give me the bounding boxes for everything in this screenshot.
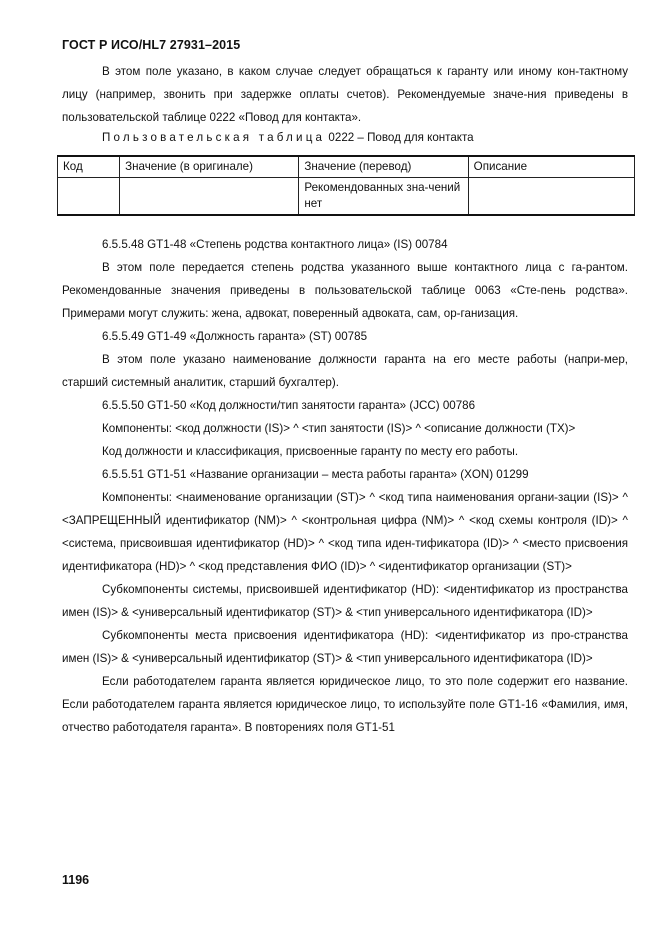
page-number: 1196 <box>62 873 90 887</box>
cell-description <box>468 178 634 216</box>
paragraph: Компоненты: <код должности (IS)> ^ <тип занятости (IS)> ^ <описание должности (TX)> <box>102 422 576 435</box>
section-heading-6-5-5-48: 6.5.5.48 GT1-48 «Степень родства контактного лица» (IS) 00784 <box>102 238 448 251</box>
paragraph: В этом поле передается степень родства указанного выше контактного лица с га-рантом. Рекомендованные значения приведены в пользовательской таблице 0063 «Сте-пень родства». Примерами могут служить: жена, адвокат, поверенный адвоката, сам, ор-ганизация. <box>62 261 628 320</box>
running-header: ГОСТ Р ИСО/HL7 27931–2015 <box>62 38 241 52</box>
paragraph: В этом поле указано наименование должности гаранта на его месте работы (напри-мер, старший системный аналитик, старший бухгалтер). <box>62 353 628 389</box>
table-caption-label: Пользовательская таблица <box>102 131 326 144</box>
table-row <box>58 178 635 216</box>
intro-block <box>62 60 628 129</box>
paragraph: Субкомпоненты системы, присвоившей идентификатор (HD): <идентификатор из пространства имен (IS)> & <универсальный идентификатор (ST)> & <тип универсального идентификатора (ID)> <box>62 583 628 619</box>
table-caption-title: 0222 – Повод для контакта <box>328 131 474 144</box>
cell-value-original <box>120 178 299 216</box>
col-header-value-translation: Значение (перевод) <box>299 156 468 178</box>
cell-code <box>58 178 120 216</box>
paragraph: Компоненты: <наименование организации (ST)> ^ <код типа наименования органи-зации (IS)> ^ <ЗАПРЕЩЕННЫЙ идентификатор (NM)> ^ <контрольная цифра (NM)> ^ <код схемы контроля (ID)> ^ <система, присвоившая идентификатор (HD)> ^ <код типа иден-тификатора (ID)> ^ <место присвоения идентификатора (HD)> ^ <код представления ФИО (ID)> ^ <идентификатор организации (ST)> <box>62 491 628 573</box>
table-caption <box>102 131 474 144</box>
cell-value-translation: Рекомендованных зна-чений нет <box>299 178 468 216</box>
table-header-row <box>58 156 635 178</box>
paragraph: Если работодателем гаранта является юридическое лицо, то это поле содержит его название. Если работодателем гаранта является юридическое лицо, то используйте поле GT1-16 «Фамилия, имя, отчество работодателя гаранта». В повторениях поля GT1-51 <box>62 675 628 734</box>
paragraph: Субкомпоненты места присвоения идентификатора (HD): <идентификатор из про-странства имен (IS)> & <универсальный идентификатор (ST)> & <тип универсального идентификатора (ID)> <box>62 629 628 665</box>
body-text <box>62 233 628 739</box>
section-heading-6-5-5-49: 6.5.5.49 GT1-49 «Должность гаранта» (ST) 00785 <box>102 330 368 343</box>
col-header-value-original: Значение (в оригинале) <box>120 156 299 178</box>
col-header-description: Описание <box>468 156 634 178</box>
user-table-0222 <box>57 155 635 216</box>
intro-paragraph: В этом поле указано, в каком случае следует обращаться к гаранту или иному кон-тактному лицу (например, звонить при задержке оплаты счетов). Рекомендуемые значе-ния приведены в пользовательской таблице 0222 «Повод для контакта». <box>62 65 628 124</box>
section-heading-6-5-5-51: 6.5.5.51 GT1-51 «Название организации – места работы гаранта» (XON) 01299 <box>102 468 529 481</box>
section-heading-6-5-5-50: 6.5.5.50 GT1-50 «Код должности/тип занятости гаранта» (JCC) 00786 <box>102 399 476 412</box>
col-header-code: Код <box>58 156 120 178</box>
paragraph: Код должности и классификация, присвоенные гаранту по месту его работы. <box>102 445 519 458</box>
